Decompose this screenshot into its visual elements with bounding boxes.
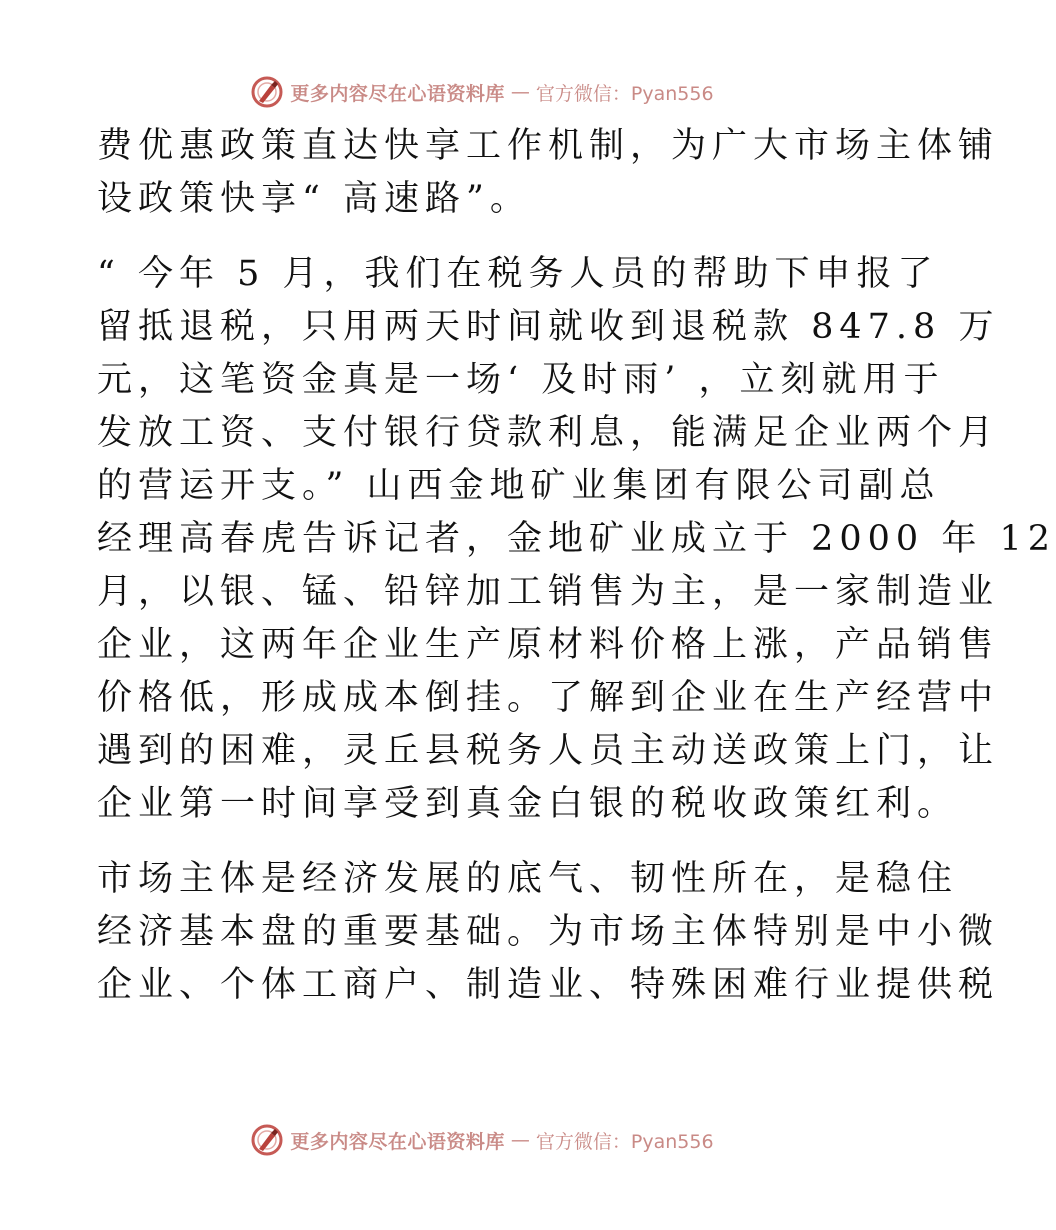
text-line: 月，以银、锰、铅锌加工销售为主，是一家制造业 — [97, 572, 1000, 612]
footer-banner — [0, 1120, 950, 1160]
paragraph-gap — [97, 226, 857, 248]
text-line: 留抵退税，只用两天时间就收到退税款 847.8 万 — [97, 307, 1000, 347]
footer-banner-text: 更多内容尽在心语资料库 — [290, 1130, 505, 1153]
footer-banner-contact: 官方微信：Pyan556 — [535, 1130, 714, 1153]
text-line: 经理高春虎告诉记者，金地矿业成立于 2000 年 12 — [97, 519, 1056, 559]
text-line: 发放工资、支付银行贷款利息，能满足企业两个月 — [97, 413, 1000, 453]
text-line: “ 今年 5 月，我们在税务人员的帮助下申报了 — [97, 254, 939, 294]
footer-banner-separator: — — [510, 1129, 530, 1151]
text-line: 经济基本盘的重要基础。为市场主体特别是中小微 — [97, 912, 1000, 952]
text-line: 的营运开支。” 山西金地矿业集团有限公司副总 — [97, 466, 941, 506]
paragraph-3 — [97, 853, 1000, 1012]
header-banner-text: 更多内容尽在心语资料库 — [290, 82, 505, 105]
text-line: 设政策快享“ 高速路”。 — [97, 179, 531, 219]
header-banner-contact: 官方微信：Pyan556 — [535, 82, 714, 105]
paragraph-gap — [97, 831, 857, 853]
paragraph-2 — [97, 248, 1056, 831]
text-line: 费优惠政策直达快享工作机制，为广大市场主体铺 — [97, 126, 1000, 166]
pen-logo-icon — [250, 75, 284, 109]
text-line: 企业，这两年企业生产原材料价格上涨，产品销售 — [97, 625, 1000, 665]
document-body — [97, 120, 1056, 1012]
pen-logo-icon — [250, 1123, 284, 1157]
footer-banner-content — [236, 1123, 713, 1157]
text-line: 企业第一时间享受到真金白银的税收政策红利。 — [97, 784, 959, 824]
text-line: 遇到的困难，灵丘县税务人员主动送政策上门，让 — [97, 731, 1000, 771]
text-line: 元，这笔资金真是一场‘ 及时雨’ ，立刻就用于 — [97, 360, 945, 400]
header-banner-content — [236, 75, 713, 109]
text-line: 市场主体是经济发展的底气、韧性所在，是稳住 — [97, 859, 959, 899]
paragraph-1 — [97, 120, 1000, 226]
header-banner-separator: — — [510, 81, 530, 103]
text-line: 企业、个体工商户、制造业、特殊困难行业提供税 — [97, 965, 1000, 1005]
text-line: 价格低，形成成本倒挂。了解到企业在生产经营中 — [97, 678, 1000, 718]
header-banner — [0, 72, 950, 112]
